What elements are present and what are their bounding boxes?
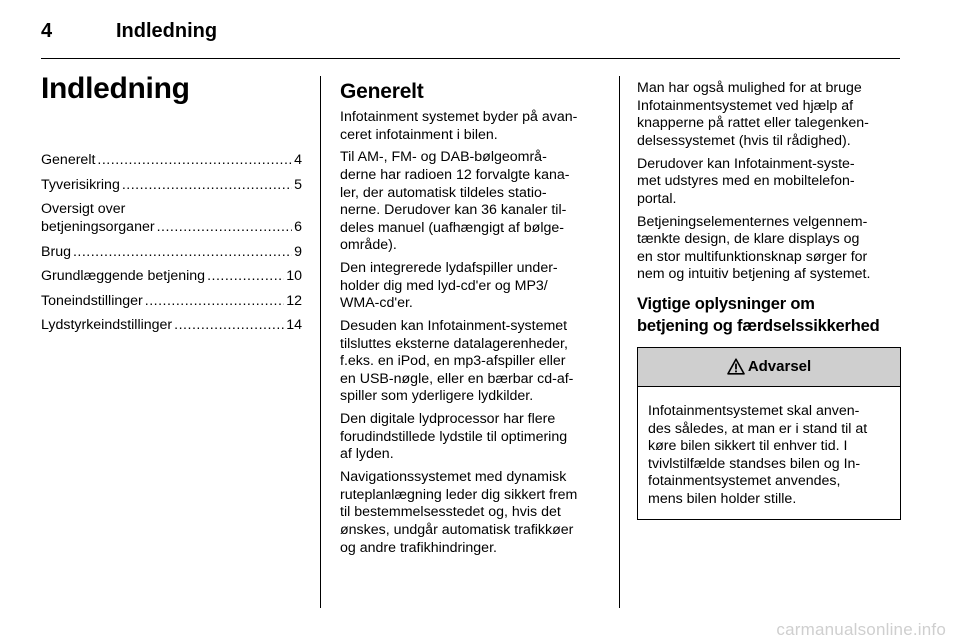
warning-box — [637, 347, 901, 521]
section-title: Generelt — [340, 80, 424, 103]
chapter-title: Indledning — [41, 72, 190, 105]
toc-item-toneindstillinger[interactable] — [41, 292, 302, 310]
watermark: carmanualsonline.info — [776, 620, 946, 639]
toc-item-lydstyrkeindstillinger[interactable] — [41, 316, 302, 334]
column-divider-right — [619, 76, 620, 608]
toc-item-label-line1: Oversigt over — [41, 201, 126, 217]
toc-item-generelt[interactable] — [41, 151, 302, 169]
page-header — [41, 20, 901, 44]
running-title: Indledning — [116, 20, 218, 42]
toc-item-page: 12 — [286, 292, 302, 309]
paragraph: Til AM-, FM- og DAB-bølgeområ- derne har radioen 12 forvalgte kana- ler, der automatisk tildeles statio- nerne. Derudover kan 36 kanaler til- deles manuel (uafhængigt af bølge- område). — [340, 149, 570, 254]
toc-item-label: Generelt — [41, 152, 96, 168]
toc-item-betjeningsorganer[interactable] — [41, 200, 302, 236]
toc-item-label: Tyverisikring — [41, 176, 120, 193]
toc-item-page: 14 — [286, 317, 302, 333]
toc-leader-dots — [73, 243, 292, 261]
toc-item-label: betjeningsorganer — [41, 219, 155, 235]
toc-leader-dots — [207, 267, 284, 285]
header-rule — [41, 58, 900, 59]
table-of-contents — [41, 151, 302, 341]
toc-item-label: Lydstyrkeindstillinger — [41, 317, 173, 333]
toc-item-page: 10 — [286, 268, 302, 284]
toc-item-page: 4 — [294, 152, 302, 168]
paragraph: Desuden kan Infotainment-systemet tilsluttes eksterne datalagerenheder, f.eks. en iPod, en mp3-afspiller eller en USB-nøgle, eller en bærbar cd-af- spiller som yderligere lydkilder. — [340, 318, 574, 405]
column-divider-left — [320, 76, 321, 608]
toc-leader-dots — [122, 176, 292, 194]
warning-label: Advarsel — [747, 358, 812, 376]
section-generelt — [340, 80, 605, 562]
warning-header — [638, 348, 900, 387]
column-right — [637, 80, 902, 520]
safety-section-title: Vigtige oplysninger om betjening og færdselssikkerhed — [637, 294, 880, 335]
paragraph: Betjeningselementernes velgennem- tænkte design, de klare displays og en stor multifunktionsknap sørger for nem og intuitiv betjening af systemet. — [637, 213, 871, 283]
paragraph: Navigationssystemet med dynamisk ruteplanlægning leder dig sikkert frem til bestemmelsesstedet og, hvis det ønskes, undgår automatisk trafikkøer og andre trafikhindringer. — [340, 469, 578, 556]
toc-item-label: Brug — [41, 243, 71, 260]
toc-item-label: Toneindstillinger — [41, 292, 143, 309]
paragraph: Den digitale lydprocessor har flere forudindstillede lydstile til optimering af lyden. — [340, 411, 568, 463]
paragraph: Infotainment systemet byder på avan- ceret infotainment i bilen. — [340, 109, 578, 143]
toc-leader-dots — [145, 292, 284, 310]
paragraph: Den integrerede lydafspiller under- holder dig med lyd-cd'er og MP3/ WMA-cd'er. — [340, 260, 558, 312]
toc-item-page: 5 — [294, 176, 302, 193]
toc-leader-dots — [157, 218, 293, 236]
toc-leader-dots — [174, 316, 284, 334]
toc-item-page: 6 — [294, 219, 302, 235]
paragraph: Man har også mulighed for at bruge Infotainmentsystemet ved hjælp af knapperne på rattet eller talegenken- delsessystemet (hvis til rådighed). — [637, 80, 869, 149]
warning-triangle-icon — [727, 358, 745, 375]
toc-item-grundlaeggende-betjening[interactable] — [41, 267, 302, 285]
page-number: 4 — [41, 20, 53, 42]
toc-leader-dots — [97, 151, 292, 169]
toc-item-page: 9 — [294, 243, 302, 260]
warning-text: Infotainmentsystemet skal anven- des således, at man er i stand til at køre bilen sikkert til enhver tid. I tvivlstilfælde standses bilen og In- fotainmentsystemet anvendes, mens bilen holder stille. — [648, 402, 868, 507]
toc-item-brug[interactable] — [41, 243, 302, 261]
toc-item-label: Grundlæggende betjening — [41, 268, 206, 284]
toc-item-tyverisikring[interactable] — [41, 176, 302, 194]
paragraph: Derudover kan Infotainment-syste- met udstyres med en mobiltelefon- portal. — [637, 155, 855, 207]
